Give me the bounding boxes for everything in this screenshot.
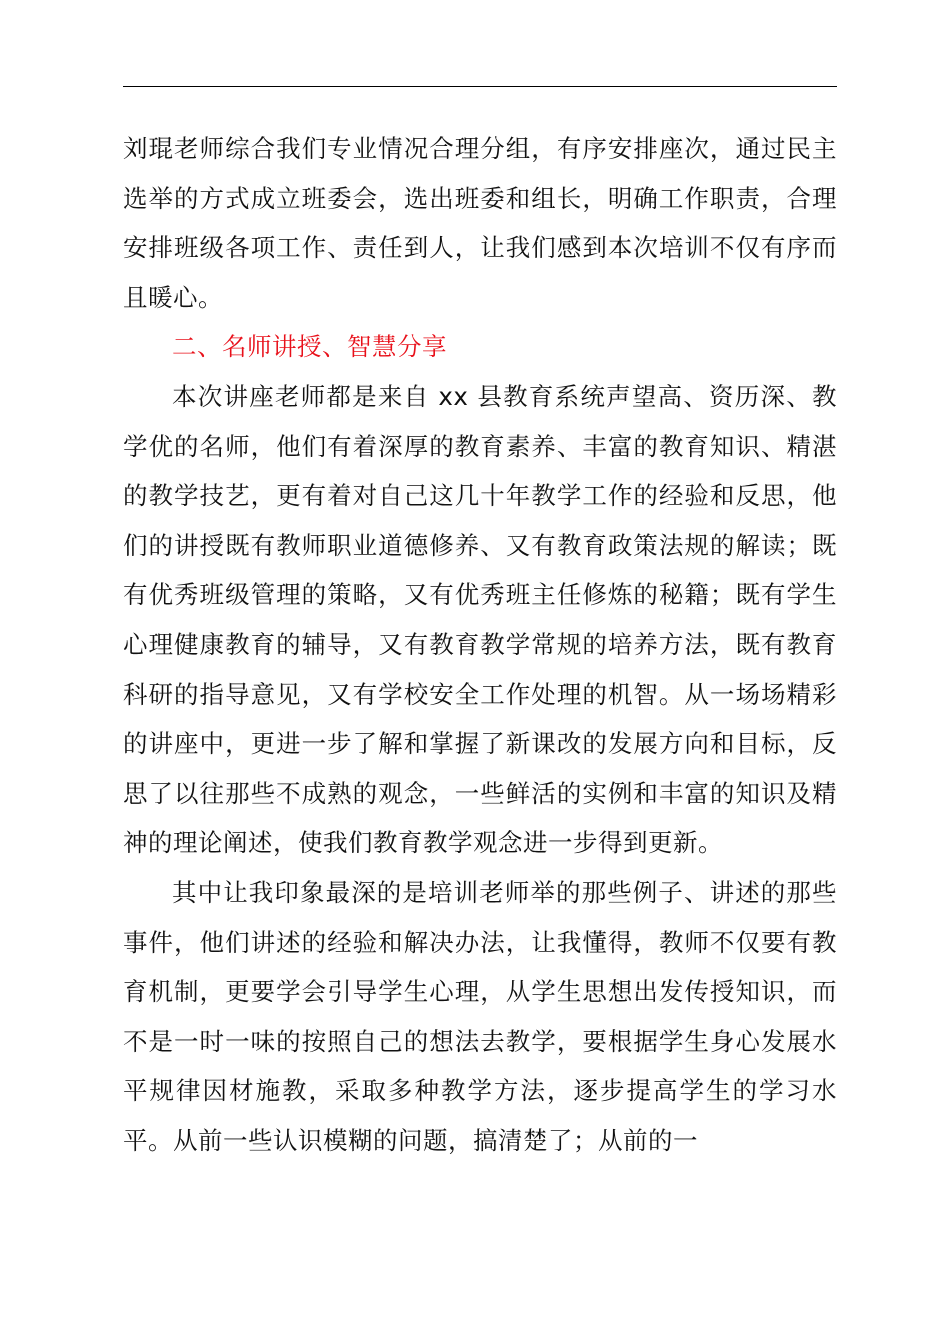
- section-heading-famous-teachers: 二、名师讲授、智慧分享: [172, 332, 447, 362]
- body-text: [123, 124, 837, 1165]
- paragraph-lecture-teachers: 本次讲座老师都是来自 xx 县教育系统声望高、资历深、教学优的名师，他们有着深厚的教育素养、丰富的教育知识、精湛的教学技艺，更有着对自己这几十年教学工作的经验和反思，他们的讲授既有教师职业道德修养、又有教育政策法规的解读；既有优秀班级管理的策略，又有优秀班主任修炼的秘籍；既有学生心理健康教育的辅导，又有教育教学常规的培养方法，既有教育科研的指导意见，又有学校安全工作处理的机智。从一场场精彩的讲座中，更进一步了解和掌握了新课改的发展方向和目标，反思了以往那些不成熟的观念，一些鲜活的实例和丰富的知识及精神的理论阐述，使我们教育教学观念进一步得到更新。: [123, 381, 837, 858]
- paragraph-class-organization: 刘琨老师综合我们专业情况合理分组，有序安排座次，通过民主选举的方式成立班委会，选出班委和组长，明确工作职责，合理安排班级各项工作、责任到人，让我们感到本次培训不仅有序而且暖心。: [123, 134, 837, 312]
- header-rule: [123, 86, 837, 87]
- paragraph-deepest-impression: 其中让我印象最深的是培训老师举的那些例子、讲述的那些事件，他们讲述的经验和解决办法，让我懂得，教师不仅要有教育机制，更要学会引导学生心理，从学生思想出发传授知识，而不是一时一味的按照自己的想法去教学，要根据学生身心发展水平规律因材施教，采取多种教学方法，逐步提高学生的学习水平。从前一些认识模糊的问题，搞清楚了；从前的一: [123, 877, 837, 1155]
